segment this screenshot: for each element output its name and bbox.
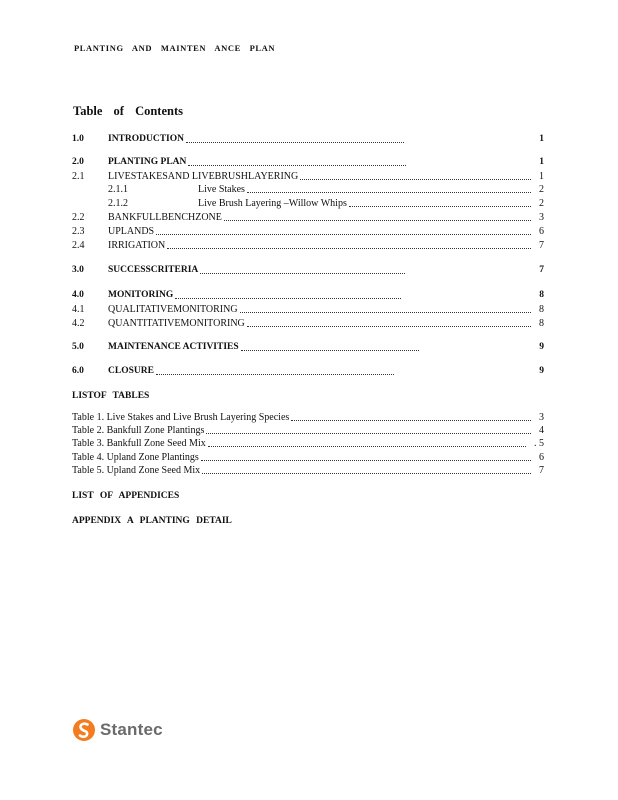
dot-leader: [247, 191, 531, 193]
dot-leader: [206, 432, 531, 434]
dot-leader: [201, 459, 531, 461]
toc-entry[interactable]: 2.1.1 Live Stakes 2: [108, 184, 544, 195]
dot-leader: [175, 297, 401, 299]
dot-leader: [202, 472, 531, 474]
dot-leader: [188, 164, 406, 166]
dot-leader: [156, 233, 531, 235]
toc-entry[interactable]: 2.2 BANKFULLBENCHZONE 3: [72, 212, 544, 223]
toc-entry[interactable]: 2.1 LIVESTAKESAND LIVEBRUSHLAYERING 1: [72, 171, 544, 182]
toc-entry[interactable]: 4.1 QUALITATIVEMONITORING 8: [72, 304, 544, 315]
list-of-tables-heading: LISTOF TABLES: [72, 391, 150, 401]
document-header: PLANTING AND MAINTEN ANCE PLAN: [74, 43, 276, 53]
table-entry[interactable]: Table 3. Bankfull Zone Seed Mix . 5: [72, 438, 544, 449]
dot-leader: [300, 178, 531, 180]
stantec-logo-icon: [72, 718, 96, 742]
dot-leader: [200, 272, 405, 274]
table-entry[interactable]: Table 4. Upland Zone Plantings 6: [72, 452, 544, 463]
list-of-appendices-heading: LIST OF APPENDICES: [72, 491, 180, 501]
logo-wordmark: Stantec: [100, 720, 163, 739]
dot-leader: [224, 219, 531, 221]
toc-entry[interactable]: 5.0 MAINTENANCE ACTIVITIES 9: [72, 342, 544, 352]
toc-entry[interactable]: 6.0 CLOSURE 9: [72, 366, 544, 376]
toc-entry[interactable]: 2.1.2 Live Brush Layering –Willow Whips 2: [108, 198, 544, 209]
dot-leader: [291, 419, 531, 421]
dot-leader: [240, 311, 531, 313]
dot-leader: [241, 349, 419, 351]
dot-leader: [186, 141, 404, 143]
stantec-logo: [72, 718, 163, 742]
toc-entry[interactable]: 1.0 INTRODUCTION 1: [72, 134, 544, 144]
dot-leader: [156, 373, 394, 375]
dot-leader: [167, 247, 531, 249]
table-entry[interactable]: Table 5. Upland Zone Seed Mix 7: [72, 465, 544, 476]
table-entry[interactable]: Table 2. Bankfull Zone Plantings 4: [72, 425, 544, 436]
toc-entry[interactable]: 4.2 QUANTITATIVEMONITORING 8: [72, 318, 544, 329]
dot-leader: [247, 325, 531, 327]
toc-entry[interactable]: 2.4 IRRIGATION 7: [72, 240, 544, 251]
toc-entry[interactable]: 3.0 SUCCESSCRITERIA 7: [72, 265, 544, 275]
toc-entry[interactable]: 4.0 MONITORING 8: [72, 290, 544, 300]
toc-entry[interactable]: 2.3 UPLANDS 6: [72, 226, 544, 237]
table-entry[interactable]: Table 1. Live Stakes and Live Brush Layering Species 3: [72, 412, 544, 423]
toc-title: Table of Contents: [73, 104, 183, 118]
dot-leader: [349, 205, 531, 207]
toc-entry[interactable]: 2.0 PLANTING PLAN 1: [72, 157, 544, 167]
dot-leader: [208, 445, 526, 447]
appendix-entry[interactable]: APPENDIX A PLANTING DETAIL: [72, 516, 232, 526]
